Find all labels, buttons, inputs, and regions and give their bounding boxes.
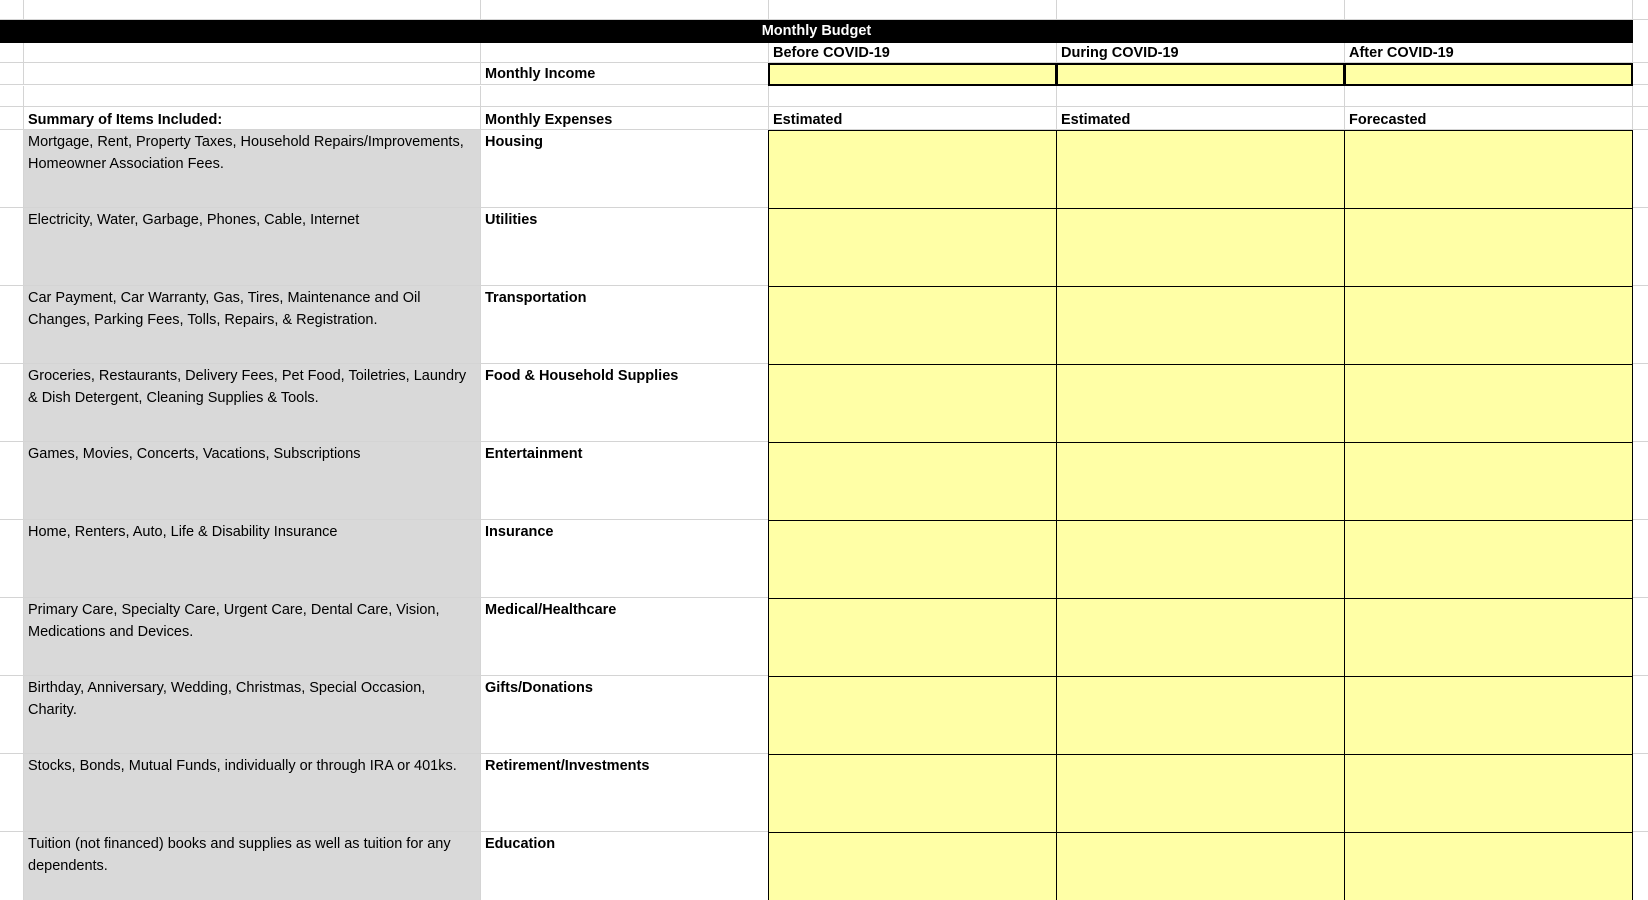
expense-after-input[interactable]: [1344, 286, 1633, 365]
cell[interactable]: [24, 63, 481, 84]
expense-after-input[interactable]: [1344, 832, 1633, 900]
row-stub: [0, 598, 24, 675]
expense-during-input[interactable]: [1056, 130, 1345, 209]
expense-before-input[interactable]: [768, 832, 1057, 900]
cell[interactable]: [1633, 107, 1648, 129]
summary-header[interactable]: Summary of Items Included:: [24, 107, 481, 129]
income-before-input[interactable]: [768, 63, 1057, 86]
expense-before-input[interactable]: [768, 676, 1057, 755]
category-summary[interactable]: Stocks, Bonds, Mutual Funds, individually or through IRA or 401ks.: [24, 754, 481, 831]
row-stub: [0, 63, 24, 84]
cell[interactable]: [1633, 676, 1648, 753]
category-name[interactable]: Insurance: [481, 520, 769, 597]
category-summary[interactable]: Mortgage, Rent, Property Taxes, Household Repairs/Improvements, Homeowner Association Fees.: [24, 130, 481, 207]
category-name[interactable]: Transportation: [481, 286, 769, 363]
cell[interactable]: [1633, 442, 1648, 519]
expense-before-input[interactable]: [768, 286, 1057, 365]
row-stub: [0, 43, 24, 62]
row-stub: [0, 107, 24, 129]
expense-during-input[interactable]: [1056, 754, 1345, 833]
cell[interactable]: [1633, 520, 1648, 597]
row-stub: [0, 364, 24, 441]
row-stub: [0, 208, 24, 285]
category-summary[interactable]: Groceries, Restaurants, Delivery Fees, Pet Food, Toiletries, Laundry & Dish Detergent, Cleaning Supplies & Tools.: [24, 364, 481, 441]
estimate-during-header[interactable]: Estimated: [1057, 107, 1345, 129]
cell[interactable]: [481, 0, 769, 19]
cell[interactable]: [1345, 86, 1633, 106]
category-name[interactable]: Utilities: [481, 208, 769, 285]
expense-during-input[interactable]: [1056, 208, 1345, 287]
cell[interactable]: [1633, 286, 1648, 363]
expense-after-input[interactable]: [1344, 442, 1633, 521]
category-summary[interactable]: Birthday, Anniversary, Wedding, Christmas, Special Occasion, Charity.: [24, 676, 481, 753]
expense-after-input[interactable]: [1344, 208, 1633, 287]
category-name[interactable]: Retirement/Investments: [481, 754, 769, 831]
expense-after-input[interactable]: [1344, 676, 1633, 755]
period-after-header[interactable]: After COVID-19: [1345, 43, 1633, 62]
row-stub: [0, 676, 24, 753]
expense-during-input[interactable]: [1056, 364, 1345, 443]
section-header-row: [0, 107, 1648, 130]
estimate-before-header[interactable]: Estimated: [769, 107, 1057, 129]
income-after-input[interactable]: [1344, 63, 1633, 86]
cell[interactable]: [24, 86, 481, 106]
sheet-row-blank: [0, 0, 1648, 20]
expense-before-input[interactable]: [768, 754, 1057, 833]
expense-during-input[interactable]: [1056, 442, 1345, 521]
category-name[interactable]: Gifts/Donations: [481, 676, 769, 753]
row-stub: [0, 442, 24, 519]
row-stub: [0, 754, 24, 831]
category-summary[interactable]: Car Payment, Car Warranty, Gas, Tires, Maintenance and Oil Changes, Parking Fees, Tolls, Repairs, & Registration.: [24, 286, 481, 363]
expense-during-input[interactable]: [1056, 832, 1345, 900]
expense-after-input[interactable]: [1344, 598, 1633, 677]
cell[interactable]: [1057, 86, 1345, 106]
cell[interactable]: [24, 43, 481, 62]
expense-before-input[interactable]: [768, 520, 1057, 599]
cell[interactable]: [1633, 86, 1648, 106]
category-summary[interactable]: Electricity, Water, Garbage, Phones, Cable, Internet: [24, 208, 481, 285]
category-name[interactable]: Housing: [481, 130, 769, 207]
row-stub: [0, 86, 24, 106]
category-summary[interactable]: Tuition (not financed) books and supplies as well as tuition for any dependents.: [24, 832, 481, 900]
cell[interactable]: [24, 0, 481, 19]
cell[interactable]: [1633, 0, 1648, 19]
expense-before-input[interactable]: [768, 208, 1057, 287]
cell[interactable]: [1057, 0, 1345, 19]
cell[interactable]: [1633, 208, 1648, 285]
expense-after-input[interactable]: [1344, 754, 1633, 833]
expense-after-input[interactable]: [1344, 364, 1633, 443]
cell[interactable]: [1633, 598, 1648, 675]
expense-before-input[interactable]: [768, 442, 1057, 521]
category-name[interactable]: Education: [481, 832, 769, 900]
income-label: Monthly Income: [481, 63, 769, 84]
cell[interactable]: [1633, 832, 1648, 900]
row-stub: [0, 286, 24, 363]
cell[interactable]: [1633, 364, 1648, 441]
expense-during-input[interactable]: [1056, 520, 1345, 599]
cell[interactable]: [1633, 754, 1648, 831]
row-stub: [0, 832, 24, 900]
expense-before-input[interactable]: [768, 130, 1057, 209]
sheet-row-blank: [0, 86, 1648, 107]
row-stub: [0, 520, 24, 597]
expense-before-input[interactable]: [768, 364, 1057, 443]
cell[interactable]: [481, 86, 769, 106]
cell[interactable]: [481, 43, 769, 62]
period-header-row: [0, 43, 1648, 63]
cell[interactable]: [1633, 130, 1648, 207]
cell[interactable]: [1633, 43, 1648, 62]
expense-during-input[interactable]: [1056, 286, 1345, 365]
row-stub: [0, 130, 24, 207]
category-summary[interactable]: Games, Movies, Concerts, Vacations, Subscriptions: [24, 442, 481, 519]
expense-before-input[interactable]: [768, 598, 1057, 677]
expense-after-input[interactable]: [1344, 520, 1633, 599]
income-during-input[interactable]: [1056, 63, 1345, 86]
cell[interactable]: [769, 0, 1057, 19]
category-name[interactable]: Food & Household Supplies: [481, 364, 769, 441]
expense-during-input[interactable]: [1056, 676, 1345, 755]
row-stub: [0, 0, 24, 19]
expense-during-input[interactable]: [1056, 598, 1345, 677]
forecast-after-header[interactable]: Forecasted: [1345, 107, 1633, 129]
expenses-header[interactable]: Monthly Expenses: [481, 107, 769, 129]
period-during-header[interactable]: During COVID-19: [1057, 43, 1345, 62]
category-name[interactable]: Entertainment: [481, 442, 769, 519]
cell[interactable]: [769, 86, 1057, 106]
budget-title[interactable]: Monthly Budget: [0, 20, 1633, 43]
category-name[interactable]: Medical/Healthcare: [481, 598, 769, 675]
cell[interactable]: [1345, 0, 1633, 19]
category-summary[interactable]: Primary Care, Specialty Care, Urgent Care, Dental Care, Vision, Medications and Devices.: [24, 598, 481, 675]
period-before-header[interactable]: Before COVID-19: [769, 43, 1057, 62]
expense-after-input[interactable]: [1344, 130, 1633, 209]
category-summary[interactable]: Home, Renters, Auto, Life & Disability Insurance: [24, 520, 481, 597]
